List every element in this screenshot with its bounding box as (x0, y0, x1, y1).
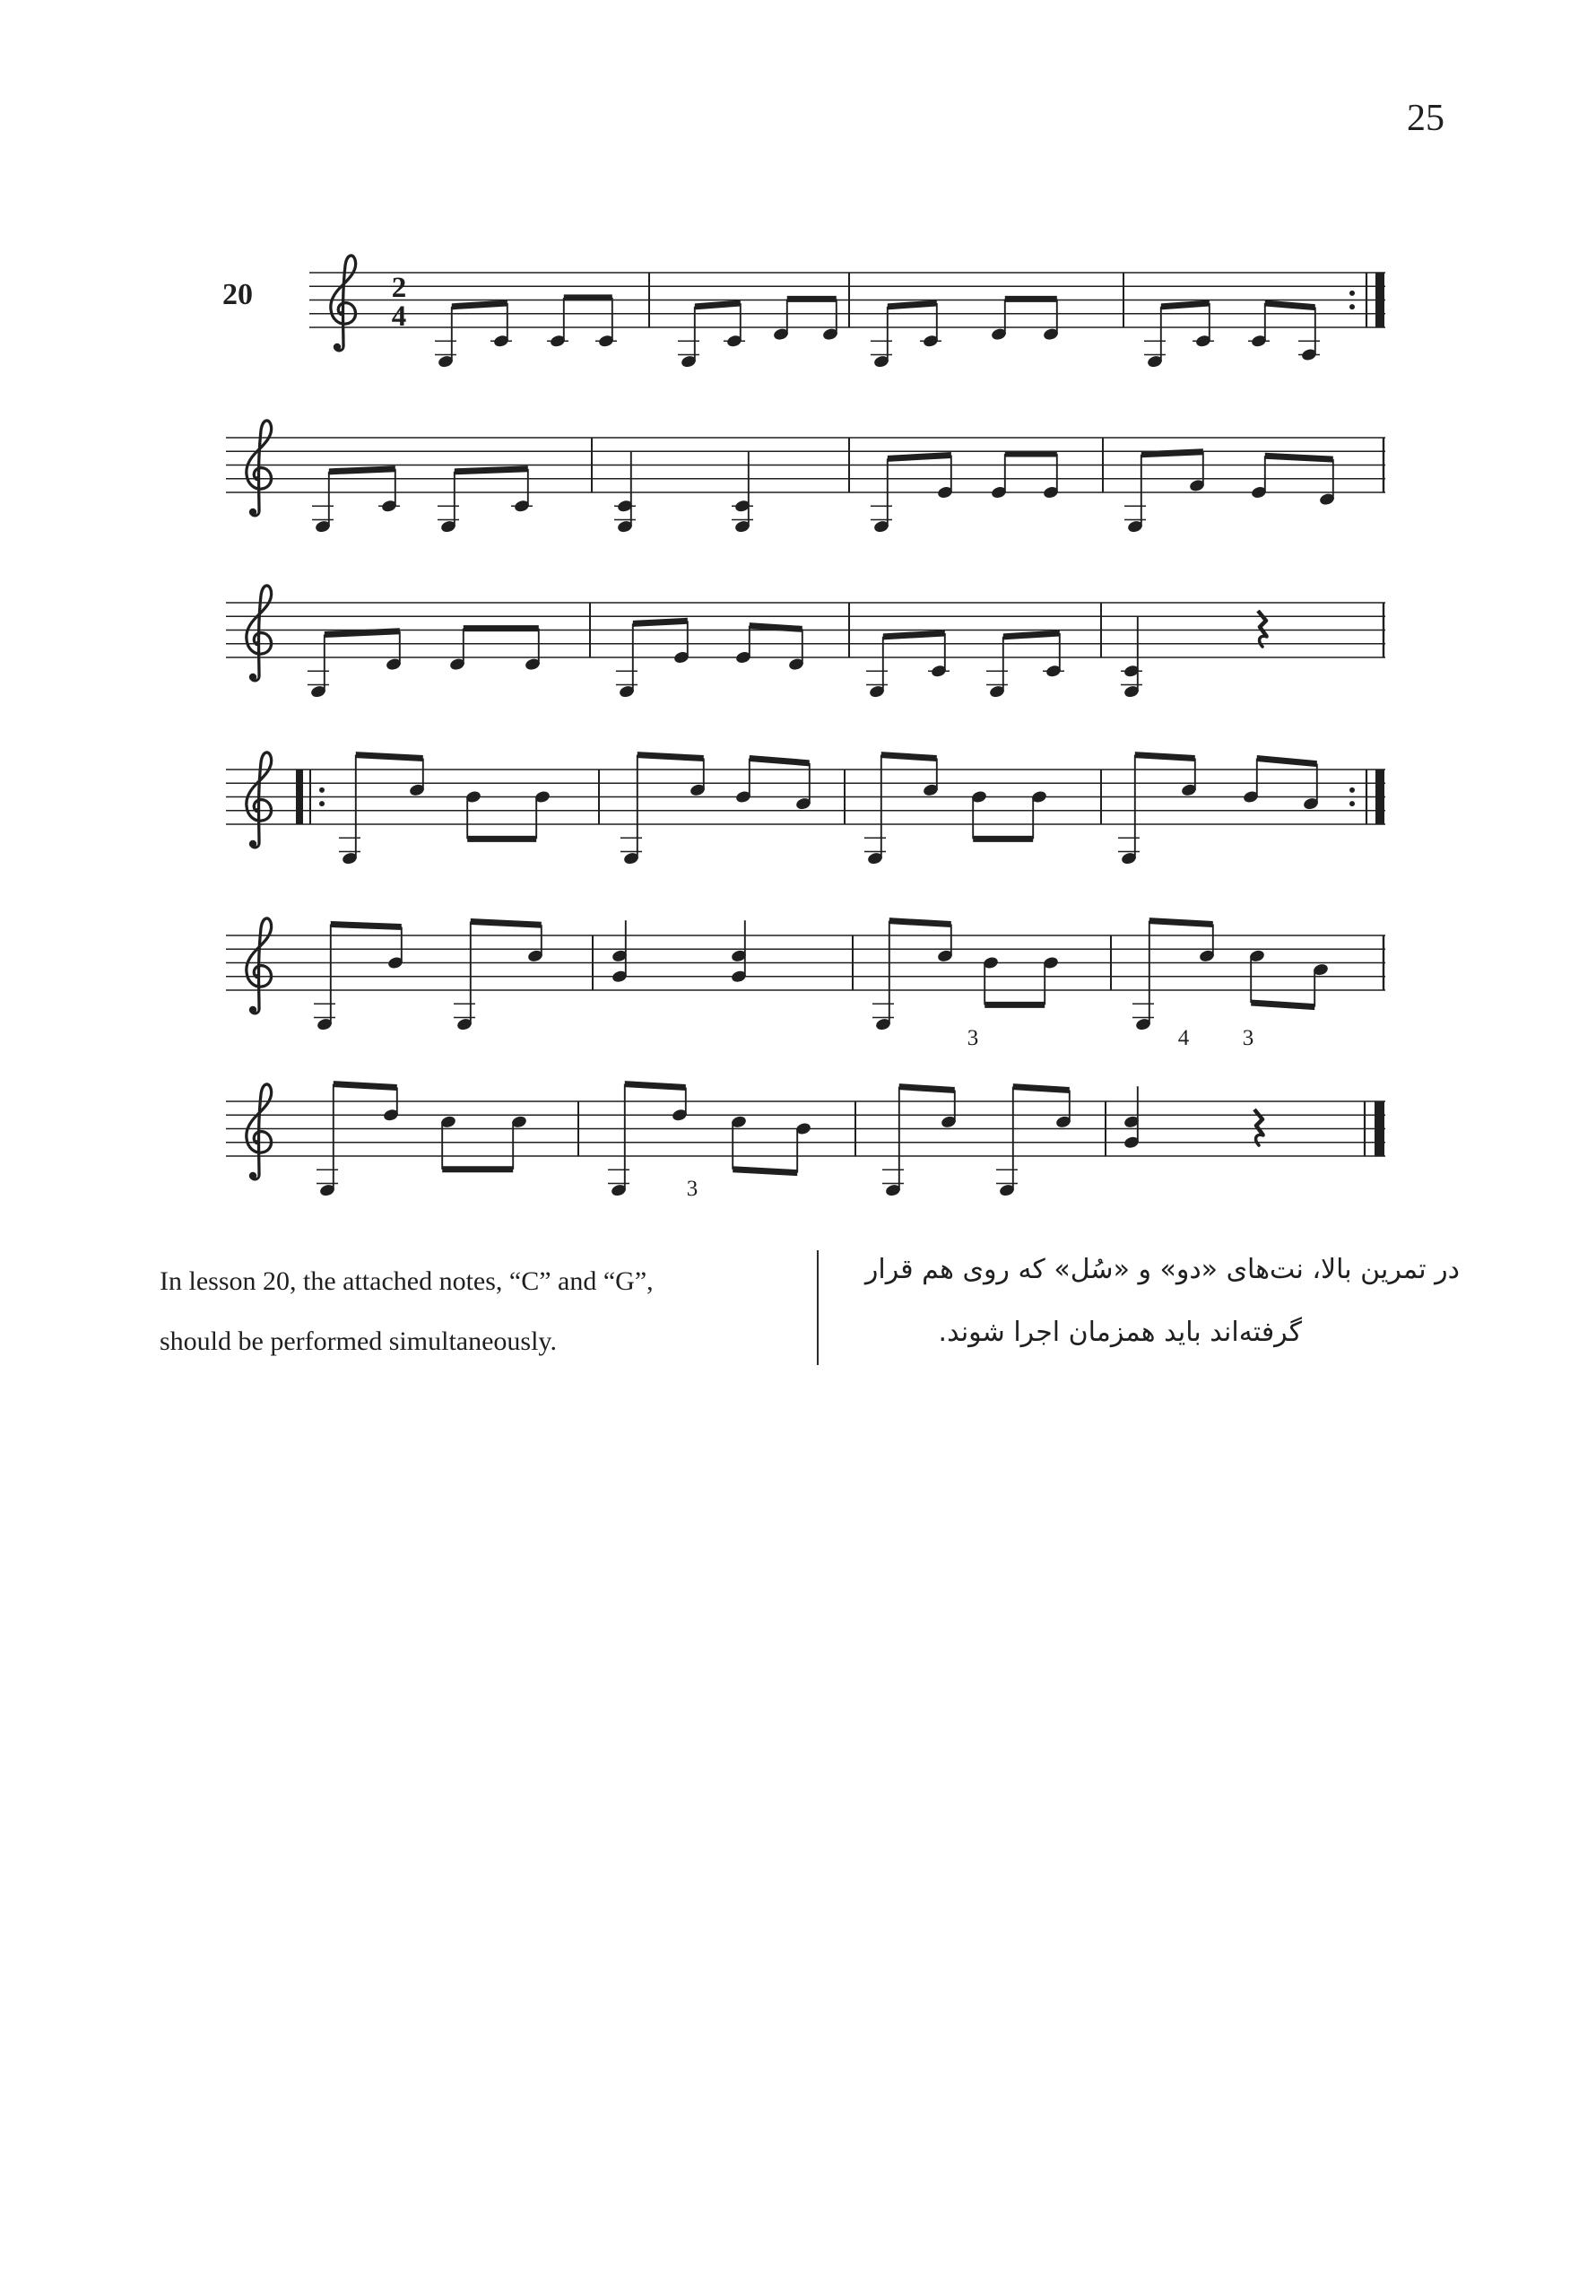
repeat-dot (1349, 304, 1355, 309)
beam (1161, 300, 1210, 310)
beam (638, 752, 704, 761)
beam (733, 1166, 797, 1176)
staff-3 (226, 586, 1385, 699)
repeat-dot (319, 787, 325, 793)
beam (881, 752, 937, 761)
footnote-persian-line2: گرفته‌اند باید همزمان اجرا شوند. (938, 1317, 1302, 1348)
beam (455, 465, 528, 474)
repeat-dot (1349, 291, 1355, 296)
footnote-persian-line1: در تمرین بالا، نت‌های «دو» و «سُل» که روی هم قرار (864, 1254, 1460, 1285)
end-repeat-thick-bar (1375, 770, 1384, 824)
beam (467, 836, 536, 842)
repeat-dot (1349, 801, 1355, 806)
staff-1 (309, 256, 1385, 369)
beam (1135, 752, 1195, 761)
beam (1265, 300, 1315, 311)
beam (356, 752, 423, 761)
page-number: 25 (1407, 98, 1444, 139)
final-thick-bar (1375, 1101, 1384, 1156)
repeat-dot (319, 801, 325, 806)
treble-clef-icon (247, 586, 272, 681)
end-repeat-thick-bar (1375, 273, 1384, 327)
staff-5 (226, 918, 1385, 1050)
begin-repeat-thick-bar (296, 770, 303, 824)
beam (1013, 1083, 1070, 1093)
beam (1005, 450, 1057, 457)
treble-clef-icon (247, 918, 272, 1013)
beam (883, 631, 945, 640)
beam (1149, 918, 1213, 927)
treble-clef-icon (331, 256, 356, 351)
beam (334, 1081, 397, 1091)
beam (1257, 755, 1317, 767)
footnote-divider (817, 1250, 819, 1365)
treble-clef-icon (247, 752, 272, 848)
beam (1251, 1000, 1314, 1011)
time-signature-bottom: 4 (391, 300, 407, 333)
beam (1141, 448, 1203, 457)
fingering-number: 3 (686, 1177, 698, 1202)
beam (464, 625, 539, 631)
beam (1005, 296, 1057, 302)
staff-6 (226, 1081, 1385, 1201)
beam (633, 618, 688, 627)
footnote-english-line2: should be performed simultaneously. (160, 1326, 557, 1356)
time-signature-top: 2 (391, 272, 407, 304)
footnote-english-line1: In lesson 20, the attached notes, “C” and “G”, (160, 1266, 654, 1296)
beam (452, 300, 507, 310)
treble-clef-icon (247, 1084, 272, 1179)
staff-4 (226, 752, 1385, 865)
beam (625, 1081, 686, 1091)
lesson-number: 20 (222, 278, 253, 311)
fingering-number: 3 (967, 1026, 979, 1050)
beam (329, 465, 395, 474)
beam (471, 918, 542, 928)
footnote-english (160, 1251, 796, 1371)
repeat-dot (1349, 787, 1355, 793)
beam (331, 921, 402, 930)
beam (984, 1002, 1045, 1008)
treble-clef-icon (247, 421, 272, 516)
beam (750, 622, 802, 632)
beam (750, 755, 810, 766)
beam (888, 452, 951, 462)
beam (442, 1166, 513, 1172)
fingering-number: 4 (1177, 1026, 1190, 1050)
beam (899, 1083, 955, 1093)
beam (564, 294, 612, 300)
beam (1265, 453, 1333, 463)
beam (888, 300, 937, 310)
staff-2 (226, 421, 1385, 534)
beam (1003, 631, 1060, 640)
beam (973, 836, 1033, 842)
fingering-number: 3 (1242, 1026, 1254, 1050)
beam (695, 300, 741, 310)
beam (889, 918, 951, 927)
beam (787, 296, 837, 302)
